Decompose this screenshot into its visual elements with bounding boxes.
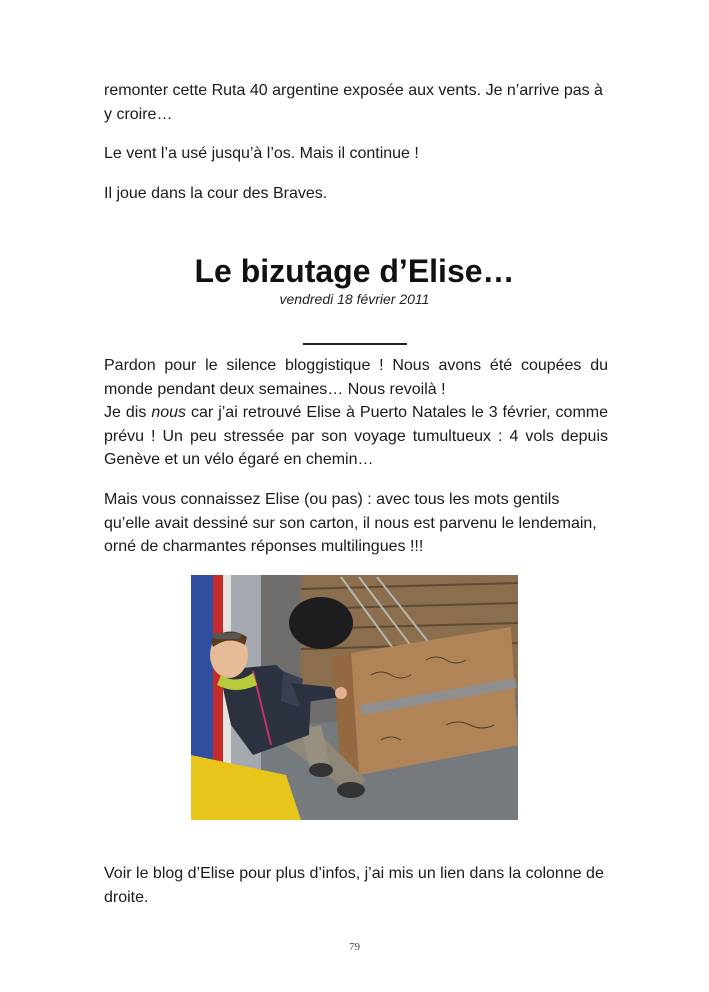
paragraph-blog-link: Voir le blog d’Elise pour plus d’infos, j’ai mis un lien dans la colonne de droite. [104, 865, 604, 906]
paragraph-pardon: Pardon pour le silence bloggistique ! Nous avons été coupées du monde pendant deux semaines… Nous revoilà ! [104, 357, 608, 398]
paragraph-nous [104, 401, 608, 472]
paragraph-ruta40: remonter cette Ruta 40 argentine exposée aux vents. Je n’arrive pas à y croire… [104, 82, 603, 123]
photo-elise-with-bike-box [191, 575, 518, 820]
post-title: Le bizutage d’Elise… [194, 253, 515, 289]
page-number: 79 [349, 941, 360, 953]
emphasis-nous: nous [151, 404, 187, 421]
separator-rule [303, 343, 407, 345]
paragraph-vent: Le vent l’a usé jusqu’à l’os. Mais il continue ! [104, 145, 419, 162]
paragraph-nous-start: Je dis [104, 404, 152, 421]
paragraph-nous-end: car j’ai retrouvé Elise à Puerto Natales le 3 février, comme prévu ! Un peu stressée par son voyage tumultueux : 4 vols depuis Genève et un vélo égaré en chemin… [104, 404, 609, 468]
paragraph-braves: Il joue dans la cour des Braves. [104, 185, 328, 202]
paragraph-carton: Mais vous connaissez Elise (ou pas) : avec tous les mots gentils qu’elle avait dessiné sur son carton, il nous est parvenu le lendemain, orné de charmantes réponses multilingues !!! [104, 491, 597, 555]
post-date: vendredi 18 février 2011 [279, 291, 430, 307]
